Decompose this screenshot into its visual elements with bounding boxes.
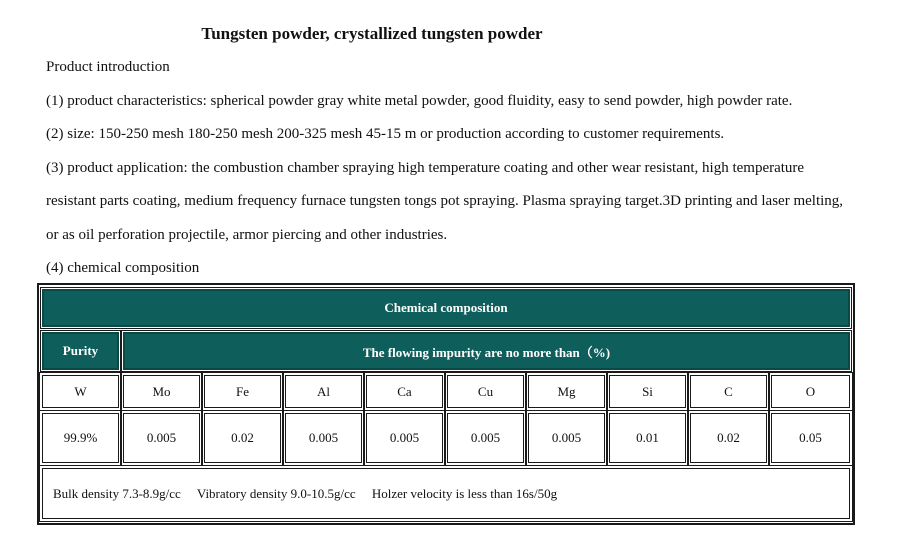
- paragraph-chemical-composition: (4) chemical composition: [46, 260, 200, 276]
- table-title-cell: Chemical composition: [42, 289, 850, 327]
- paragraph-application-line-1: (3) product application: the combustion chamber spraying high temperature coating and other wear resistant, high temperature: [46, 160, 805, 176]
- paragraph-application-line-3: or as oil perforation projectile, armor piercing and other industries.: [46, 227, 448, 243]
- element-cell-al: Al: [285, 375, 362, 408]
- value-cell-si: 0.01: [609, 413, 686, 463]
- element-cell-ca: Ca: [366, 375, 443, 408]
- element-cell-c: C: [690, 375, 767, 408]
- purity-header-cell: Purity: [42, 332, 119, 370]
- value-cell-mg: 0.005: [528, 413, 605, 463]
- density-notes-cell: Bulk density 7.3-8.9g/cc Vibratory density 9.0-10.5g/cc Holzer velocity is less than 16s/50g: [42, 468, 850, 519]
- section-heading-product-introduction: Product introduction: [46, 59, 170, 75]
- element-cell-w: W: [42, 375, 119, 408]
- value-cell-w: 99.9%: [42, 413, 119, 463]
- page-title: Tungsten powder, crystallized tungsten powder: [201, 24, 543, 43]
- impurity-header-cell: The flowing impurity are no more than（%): [123, 332, 850, 370]
- value-cell-mo: 0.005: [123, 413, 200, 463]
- element-cell-o: O: [771, 375, 850, 408]
- element-cell-mo: Mo: [123, 375, 200, 408]
- value-cell-ca: 0.005: [366, 413, 443, 463]
- element-cell-cu: Cu: [447, 375, 524, 408]
- value-cell-fe: 0.02: [204, 413, 281, 463]
- value-cell-al: 0.005: [285, 413, 362, 463]
- value-cell-cu: 0.005: [447, 413, 524, 463]
- chemical-composition-table: [37, 283, 855, 525]
- element-cell-fe: Fe: [204, 375, 281, 408]
- paragraph-characteristics: (1) product characteristics: spherical powder gray white metal powder, good fluidity, easy to send powder, high powder rate.: [46, 93, 793, 109]
- value-cell-o: 0.05: [771, 413, 850, 463]
- paragraph-size: (2) size: 150-250 mesh 180-250 mesh 200-325 mesh 45-15 m or production according to customer requirements.: [46, 126, 725, 142]
- value-cell-c: 0.02: [690, 413, 767, 463]
- element-cell-mg: Mg: [528, 375, 605, 408]
- paragraph-application-line-2: resistant parts coating, medium frequency furnace tungsten tongs pot spraying. Plasma spraying target.3D printing and laser melting,: [46, 193, 844, 209]
- element-cell-si: Si: [609, 375, 686, 408]
